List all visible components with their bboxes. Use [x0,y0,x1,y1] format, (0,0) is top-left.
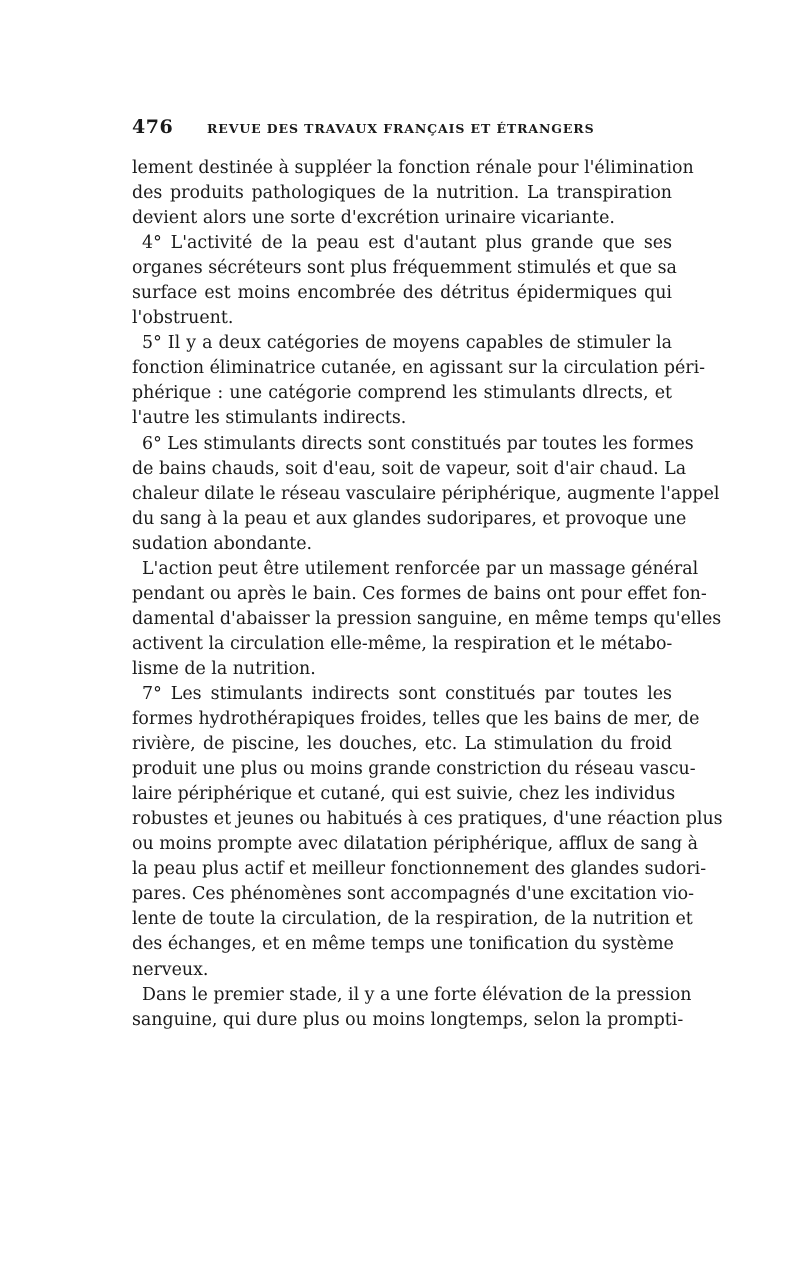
page-header [132,116,672,140]
text-line: des échanges, et en même temps une tonification du système [132,934,674,955]
text-line: l'obstruent. [132,308,234,329]
text-line: Dans le premier stade, il y a une forte élévation de la pression [142,984,692,1005]
text-line: de bains chauds, soit d'eau, soit de vapeur, soit d'air chaud. La [132,458,687,479]
text-line: lisme de la nutrition. [132,658,316,679]
text-line: 5° Il y a deux catégories de moyens capables de stimuler la [142,333,672,354]
text-line: sudation abondante. [132,533,313,554]
text-line: 6° Les stimulants directs sont constitués par toutes les formes [142,433,694,454]
body-text [132,156,723,1033]
text-line: phérique : une catégorie comprend les stimulants dlrects, et [132,383,672,404]
text-line: formes hydrothérapiques froides, telles que les bains de mer, de [132,709,700,730]
text-line: sanguine, qui dure plus ou moins longtemps, selon la prompti- [132,1009,684,1030]
text-line: fonction éliminatrice cutanée, en agissant sur la circulation péri- [132,358,706,379]
running-title: REVUE DES TRAVAUX FRANÇAIS ET ÉTRANGERS [207,121,595,136]
text-line: l'autre les stimulants indirects. [132,408,407,429]
text-line: du sang à la peau et aux glandes sudoripares, et provoque une [132,508,687,529]
text-line: chaleur dilate le réseau vasculaire périphérique, augmente l'appel [132,483,720,504]
text-line: pendant ou après le bain. Ces formes de bains ont pour effet fon- [132,583,707,604]
page-number: 476 [132,116,174,138]
text-line: lement destinée à suppléer la fonction rénale pour l'élimination [132,158,694,178]
text-line: activent la circulation elle-même, la respiration et le métabo- [132,633,673,654]
text-line: devient alors une sorte d'excrétion urinaire vicariante. [132,208,615,229]
text-line: 4° L'activité de la peau est d'autant plus grande que ses [142,233,672,254]
text-line: organes sécréteurs sont plus fréquemment stimulés et que sa [132,258,677,279]
text-line: surface est moins encombrée des détritus épidermiques qui [132,283,672,304]
text-line: robustes et jeunes ou habitués à ces pratiques, d'une réaction plus [132,809,723,830]
text-line: des produits pathologiques de la nutrition. La transpiration [132,183,672,204]
text-line: laire périphérique et cutané, qui est suivie, chez les individus [132,784,676,805]
text-line: damental d'abaisser la pression sanguine, en même temps qu'elles [132,608,722,629]
text-line: rivière, de piscine, les douches, etc. La stimulation du froid [132,734,672,755]
text-line: produit une plus ou moins grande constriction du réseau vascu- [132,759,696,780]
text-line: L'action peut être utilement renforcée par un massage général [142,558,699,579]
text-line: pares. Ces phénomènes sont accompagnés d'une excitation vio- [132,884,695,905]
text-line: lente de toute la circulation, de la respiration, de la nutrition et [132,909,693,930]
text-line: 7° Les stimulants indirects sont constitués par toutes les [142,683,672,704]
text-line: ou moins prompte avec dilatation périphérique, afflux de sang à [132,834,698,855]
text-line: la peau plus actif et meilleur fonctionnement des glandes sudori- [132,859,707,880]
text-line: nerveux. [132,959,209,980]
